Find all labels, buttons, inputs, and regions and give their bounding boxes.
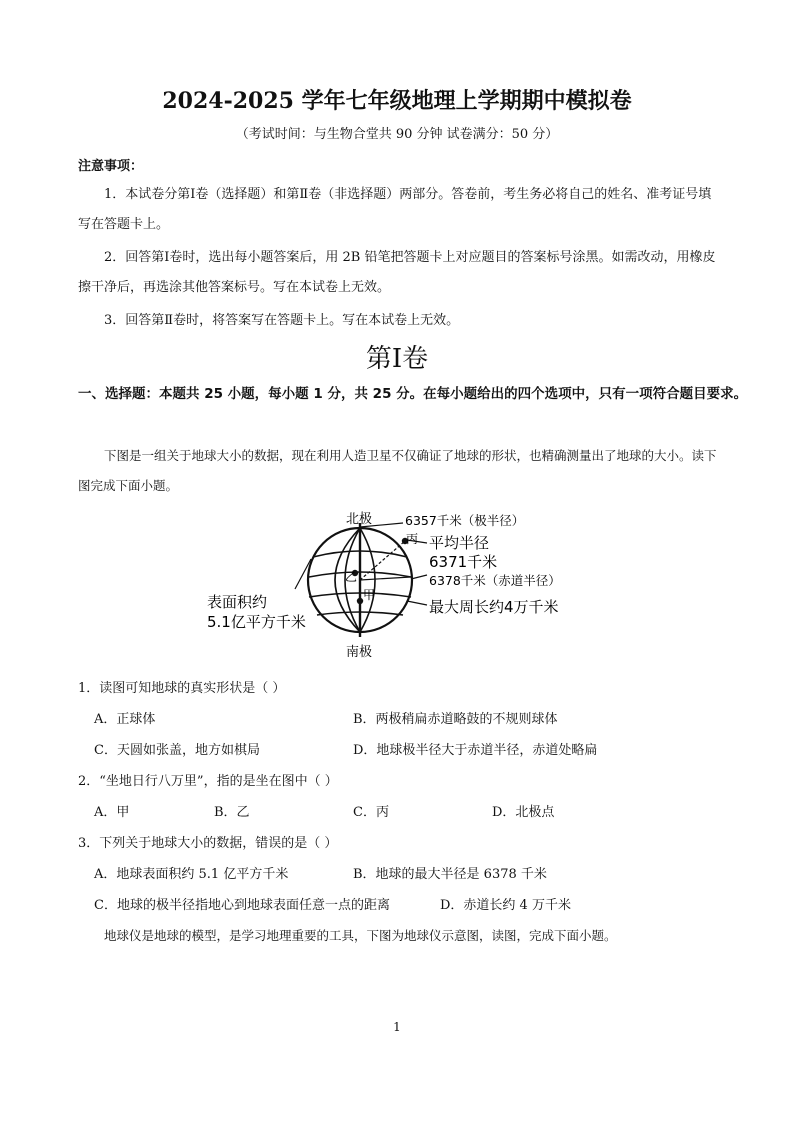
section-heading: 一、选择题：本题共 25 小题，每小题 1 分，共 25 分。在每小题给出的四个选项中，只有一项符合题目要求。 <box>78 386 748 402</box>
point-yi-label: 乙 <box>345 570 358 584</box>
question-2-option-c[interactable]: C．丙 <box>353 805 389 820</box>
surface-area-label: 表面积约 <box>207 593 268 611</box>
question-3-option-c[interactable]: C．地球的极半径指地心到地球表面任意一点的距离 <box>94 898 390 913</box>
point-bing-label: 丙 <box>406 532 419 546</box>
question-2-option-d[interactable]: D．北极点 <box>492 805 555 820</box>
question-3-stem: 3．下列关于地球大小的数据，错误的是（ ） <box>78 836 338 851</box>
page-title: 2024-2025 学年七年级地理上学期期中模拟卷 <box>162 88 632 114</box>
question-1-stem: 1．读图可知地球的真实形状是（ ） <box>78 681 286 696</box>
exam-info: （考试时间：与生物合堂共 90 分钟 试卷满分：50 分） <box>235 127 559 142</box>
point-jia-label: 甲 <box>363 588 376 602</box>
question-2-stem: 2．“坐地日行八万里”，指的是坐在图中（ ） <box>78 774 338 789</box>
notes-heading: 注意事项： <box>78 159 144 174</box>
north-pole-label: 北极 <box>346 512 373 527</box>
note-item-3: 3．回答第Ⅱ卷时，将答案写在答题卡上。写在本试卷上无效。 <box>104 313 460 328</box>
page-number: 1 <box>393 1020 401 1034</box>
section-intro: 下图是一组关于地球大小的数据，现在利用人造卫星不仅确证了地球的形状，也精确测量出了地球的大小。读下图完成下面小题。 <box>78 448 717 493</box>
next-figure-intro: 地球仪是地球的模型，是学习地理重要的工具，下图为地球仪示意图，读图，完成下面小题。 <box>104 928 617 943</box>
question-3-option-b[interactable]: B．地球的最大半径是 6378 千米 <box>353 867 547 882</box>
earth-size-diagram <box>195 505 605 665</box>
question-2-option-b[interactable]: B．乙 <box>214 805 250 820</box>
equator-radius-label: 6378千米（赤道半径） <box>429 573 561 588</box>
question-2-option-a[interactable]: A．甲 <box>94 805 130 820</box>
question-3-option-a[interactable]: A．地球表面积约 5.1 亿平方千米 <box>94 867 289 882</box>
polar-radius-label: 6357千米（极半径） <box>405 513 525 528</box>
question-1-option-d[interactable]: D．地球极半径大于赤道半径，赤道处略扁 <box>353 743 598 758</box>
question-1-option-b[interactable]: B．两极稍扁赤道略鼓的不规则球体 <box>353 712 558 727</box>
question-3-option-d[interactable]: D．赤道长约 4 万千米 <box>440 898 571 913</box>
part-title: 第Ⅰ卷 <box>365 344 429 374</box>
question-1-option-c[interactable]: C．天圆如张盖，地方如棋局 <box>94 743 260 758</box>
note-item-2: 2．回答第Ⅰ卷时，选出每小题答案后，用 2B 铅笔把答题卡上对应题目的答案标号涂黑。如需改动，用橡皮擦干净后，再选涂其他答案标号。写在本试卷上无效。 <box>78 250 716 295</box>
circumference-label: 最大周长约4万千米 <box>429 598 559 616</box>
south-pole-label: 南极 <box>346 645 373 660</box>
note-item-1: 1．本试卷分第Ⅰ卷（选择题）和第Ⅱ卷（非选择题）两部分。答卷前，考生务必将自己的姓名、准考证号填写在答题卡上。 <box>78 187 712 232</box>
mean-radius-label: 平均半径 <box>429 534 490 552</box>
surface-area-value: 5.1亿平方千米 <box>207 613 306 631</box>
mean-radius-value: 6371千米 <box>429 553 498 571</box>
question-1-option-a[interactable]: A．正球体 <box>94 712 156 727</box>
